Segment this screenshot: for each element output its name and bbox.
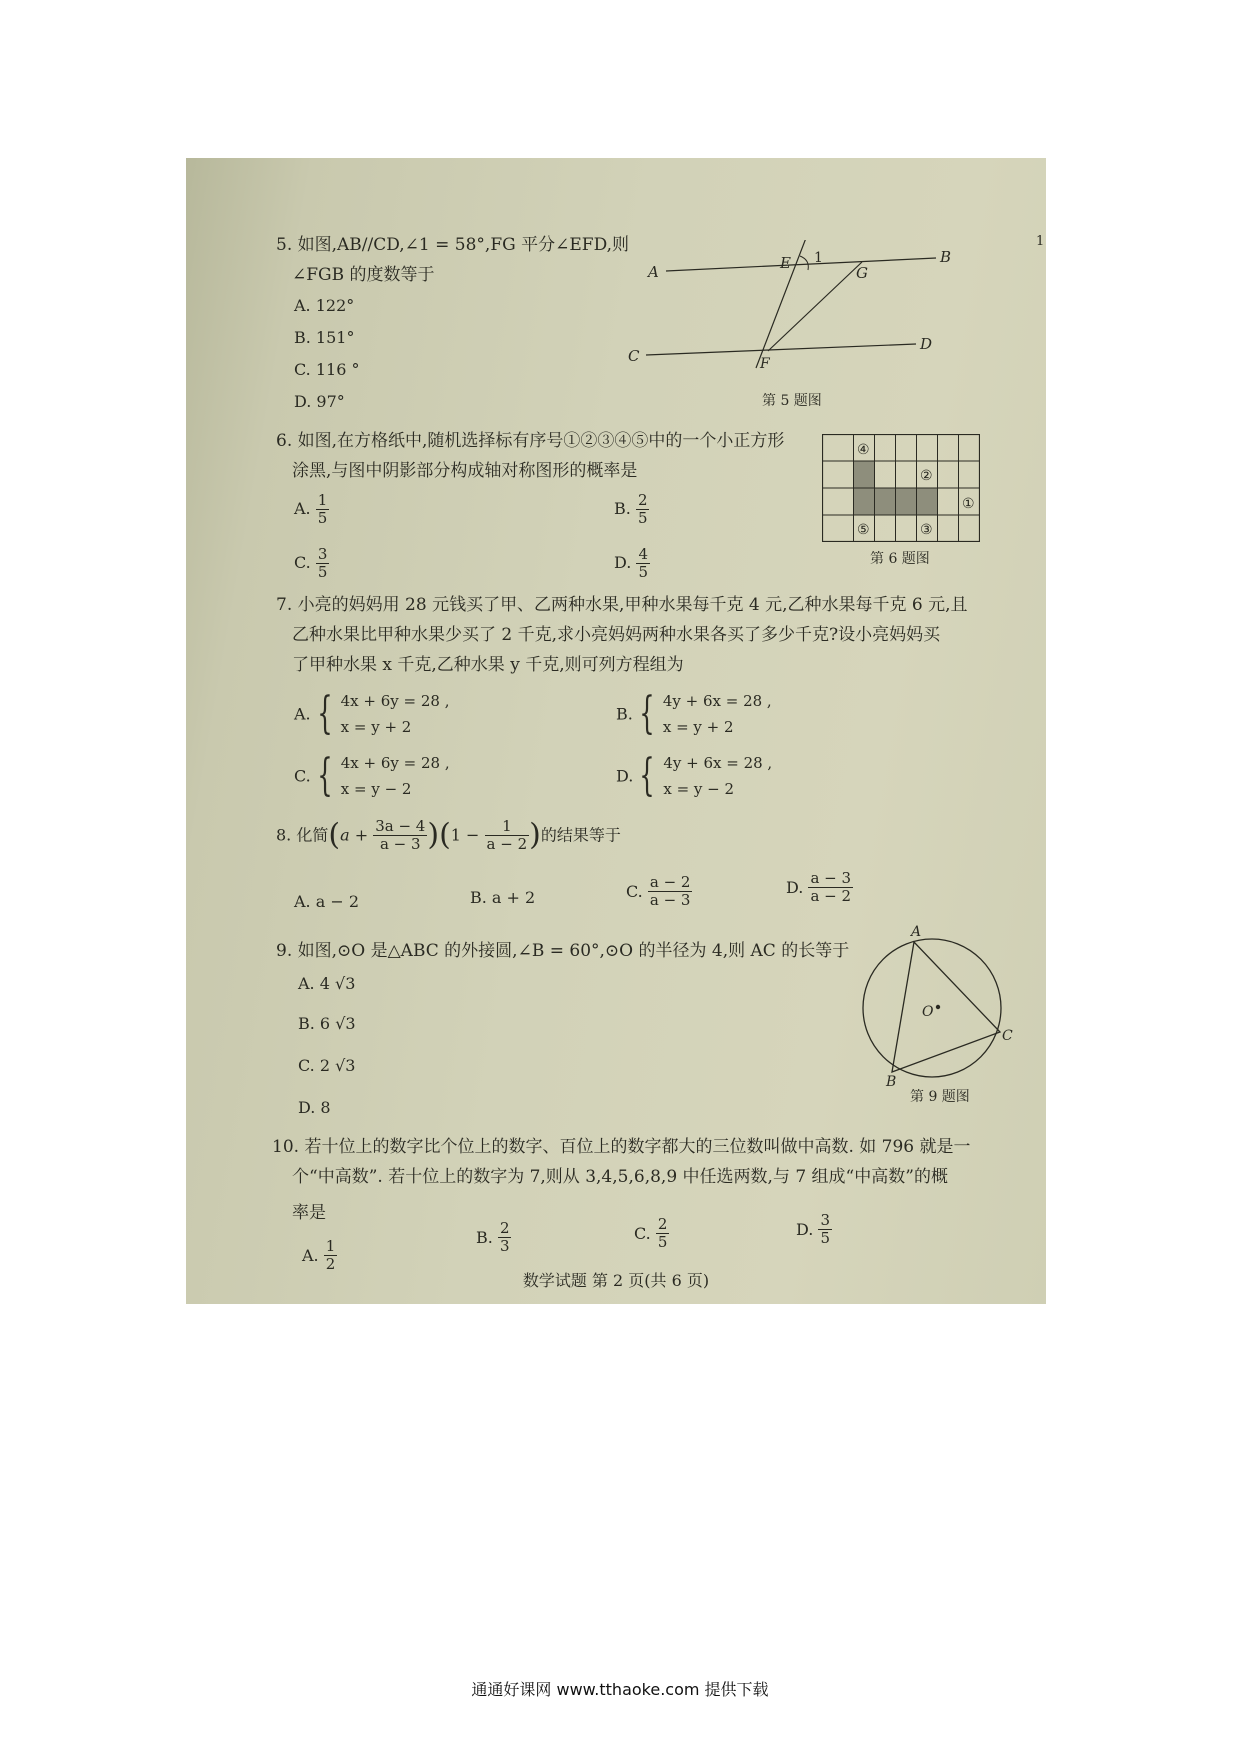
cell-label-3: ③: [920, 522, 933, 538]
denominator: 5: [657, 1233, 668, 1251]
q5-figure: [626, 240, 966, 410]
denominator: 5: [820, 1229, 830, 1247]
paren-open: (: [439, 817, 451, 853]
q6-option-d-letter: D.: [614, 553, 632, 572]
q6-grid-figure: [822, 434, 980, 542]
q9-option-d: D. 8: [298, 1098, 331, 1117]
q8-option-d-fraction: [808, 870, 853, 905]
q5-option-c: C. 116 °: [294, 360, 360, 379]
q8-option-a: A. a − 2: [294, 892, 360, 911]
shaded-region-bottom: [875, 488, 938, 515]
cell-label-4: ④: [857, 442, 870, 458]
exam-page-photo: [186, 158, 1046, 1304]
q5-option-d: D. 97°: [294, 392, 345, 411]
site-footer: 通通好课网 www.tthaoke.com 提供下载: [471, 1680, 769, 1699]
q8-suffix: 的结果等于: [540, 825, 621, 845]
numerator: 2: [657, 1215, 668, 1233]
q6-stem-line2: 涂黑,与图中阴影部分构成轴对称图形的概率是: [292, 461, 638, 481]
angle-1-arc: [800, 256, 808, 270]
equation-1: 4y + 6x = 28 ,: [662, 692, 772, 710]
q7-option-b-letter: B.: [616, 704, 633, 724]
q10-line3: 率是: [292, 1203, 326, 1223]
q8-option-c-fraction: [648, 874, 693, 909]
q8-option-c: [626, 874, 692, 909]
q10-option-d-letter: D.: [796, 1220, 814, 1239]
q10-option-b: [476, 1220, 511, 1255]
q5-option-a: A. 122°: [294, 296, 355, 315]
q10-option-b-letter: B.: [476, 1228, 493, 1247]
brace: {: [639, 750, 656, 801]
label-a: A: [648, 263, 659, 281]
q10-option-d: [796, 1212, 832, 1247]
equation-1: 4x + 6y = 28 ,: [340, 754, 450, 772]
q5-caption: 第 5 题图: [762, 393, 822, 409]
q5-option-b: B. 151°: [294, 328, 355, 347]
q9-figure: [854, 920, 1014, 1086]
q6-option-d-fraction: [636, 546, 650, 581]
q10-option-c-fraction: [656, 1216, 670, 1251]
q7-option-c: [294, 750, 450, 802]
numerator: a − 2: [649, 873, 691, 891]
q6-option-b-letter: B.: [614, 499, 631, 518]
equation-1: 4y + 6x = 28 ,: [663, 754, 773, 772]
q9-caption: 第 9 题图: [910, 1089, 970, 1105]
denominator: 2: [325, 1255, 336, 1273]
q8-option-b: B. a + 2: [470, 888, 536, 907]
q6-option-b: [614, 492, 649, 527]
q8-expr-a: a +: [340, 825, 369, 845]
q7-option-a: [294, 688, 450, 740]
q7-option-b: [616, 688, 772, 740]
label-a: A: [911, 924, 922, 940]
brace: {: [317, 750, 333, 801]
paren-open: (: [328, 817, 341, 853]
q7-option-d-system: [663, 750, 772, 802]
q7-option-a-system: [341, 688, 450, 740]
q8-prefix: 8. 化简: [276, 825, 329, 845]
denominator: a − 3: [649, 891, 691, 909]
label-c: C: [628, 347, 640, 365]
q7-option-c-letter: C.: [294, 766, 311, 786]
q5-stem-line1: 5. 如图,AB//CD,∠1 = 58°,FG 平分∠EFD,则: [276, 235, 629, 255]
label-b: B: [940, 248, 952, 266]
margin-mark: 1: [1036, 234, 1045, 249]
center-point: [936, 1005, 940, 1009]
q7-option-c-system: [341, 750, 450, 802]
cell-label-1: ①: [962, 496, 975, 512]
q8-stem: [276, 818, 621, 853]
paren-close: ): [529, 817, 541, 853]
q6-option-c-fraction: [316, 546, 330, 581]
label-b: B: [886, 1074, 897, 1086]
denominator: 5: [637, 509, 648, 527]
q9-option-a: A. 4 √3: [298, 974, 356, 993]
numerator: 3: [317, 545, 328, 563]
q6-option-a-fraction: [316, 492, 330, 527]
q10-option-c-letter: C.: [634, 1224, 651, 1243]
q8-option-d-letter: D.: [786, 878, 804, 897]
label-g: G: [856, 264, 868, 282]
page-footer: 数学试题 第 2 页(共 6 页): [522, 1271, 710, 1290]
cell-label-5: ⑤: [857, 522, 870, 538]
q7-option-d-letter: D.: [616, 766, 634, 786]
q9-stem: 9. 如图,⊙O 是△ABC 的外接圆,∠B = 60°,⊙O 的半径为 4,则 AC 的长等于: [276, 941, 850, 961]
q6-option-d: [614, 546, 650, 581]
label-angle-1: 1: [814, 250, 823, 266]
equation-2: x = y + 2: [662, 718, 734, 736]
q6-caption: 第 6 题图: [870, 551, 930, 567]
q10-option-a-letter: A.: [302, 1246, 319, 1265]
paren-close: ): [427, 817, 440, 853]
label-o: O: [922, 1004, 934, 1020]
denominator: a − 2: [810, 887, 852, 905]
q6-option-a-letter: A.: [294, 499, 311, 518]
equation-1: 4x + 6y = 28 ,: [340, 692, 450, 710]
cell-label-2: ②: [920, 468, 933, 484]
denominator: a − 3: [379, 835, 421, 853]
equation-2: x = y − 2: [663, 780, 735, 798]
label-d: D: [920, 335, 933, 353]
q7-option-b-system: [663, 688, 772, 740]
q6-option-c: [294, 546, 329, 581]
q7-line2: 乙种水果比甲种水果少买了 2 千克,求小亮妈妈两种水果各买了多少千克?设小亮妈妈买: [292, 625, 941, 645]
numerator: 3: [820, 1211, 830, 1229]
q9-option-c: C. 2 √3: [298, 1056, 356, 1075]
q6-stem-line1: 6. 如图,在方格纸中,随机选择标有序号①②③④⑤中的一个小正方形: [276, 431, 785, 451]
q10-option-c: [634, 1216, 669, 1251]
numerator: 4: [638, 545, 648, 563]
segment-fg: [768, 262, 862, 351]
numerator: 2: [499, 1219, 510, 1237]
q8-option-d: [786, 870, 853, 905]
numerator: 1: [485, 818, 530, 836]
line-cd: [646, 344, 916, 355]
q6-option-a: [294, 492, 329, 527]
denominator: a − 2: [486, 835, 528, 853]
q10-line1: 10. 若十位上的数字比个位上的数字、百位上的数字都大的三位数叫做中高数. 如 796 就是一: [272, 1137, 971, 1157]
q9-option-b: B. 6 √3: [298, 1014, 356, 1033]
q7-option-d: [616, 750, 772, 802]
numerator: 2: [637, 491, 648, 509]
denominator: 5: [638, 563, 648, 581]
q6-option-b-fraction: [636, 492, 650, 527]
q10-line2: 个“中高数”. 若十位上的数字为 7,则从 3,4,5,6,8,9 中任选两数,与 7 组成“中高数”的概: [292, 1167, 948, 1187]
q8-option-c-letter: C.: [626, 882, 643, 901]
q8-expr-one: 1 −: [450, 825, 480, 845]
q6-option-c-letter: C.: [294, 553, 311, 572]
numerator: a − 3: [810, 869, 852, 887]
numerator: 1: [317, 491, 328, 509]
brace: {: [316, 688, 333, 739]
brace: {: [639, 688, 655, 739]
label-c: C: [1002, 1028, 1013, 1044]
q10-option-b-fraction: [498, 1220, 512, 1255]
label-e: E: [780, 254, 791, 272]
numerator: 3a − 4: [375, 817, 426, 835]
equation-2: x = y − 2: [340, 780, 412, 798]
equation-2: x = y + 2: [340, 718, 412, 736]
line-ab: [666, 258, 936, 271]
q7-option-a-letter: A.: [294, 704, 311, 724]
numerator: 1: [325, 1237, 336, 1255]
label-f: F: [760, 356, 770, 372]
denominator: 3: [499, 1237, 510, 1255]
q7-line1: 7. 小亮的妈妈用 28 元钱买了甲、乙两种水果,甲种水果每千克 4 元,乙种水果每千克 6 元,且: [276, 595, 968, 615]
q5-stem-line2: ∠FGB 的度数等于: [292, 265, 435, 285]
q10-option-d-fraction: [818, 1212, 832, 1247]
denominator: 5: [317, 509, 328, 527]
denominator: 5: [317, 563, 328, 581]
q7-line3: 了甲种水果 x 千克,乙种水果 y 千克,则可列方程组为: [292, 655, 684, 675]
grid-lines: [822, 434, 980, 542]
q8-fraction-2: [485, 818, 530, 853]
q8-fraction-1: [373, 818, 427, 853]
